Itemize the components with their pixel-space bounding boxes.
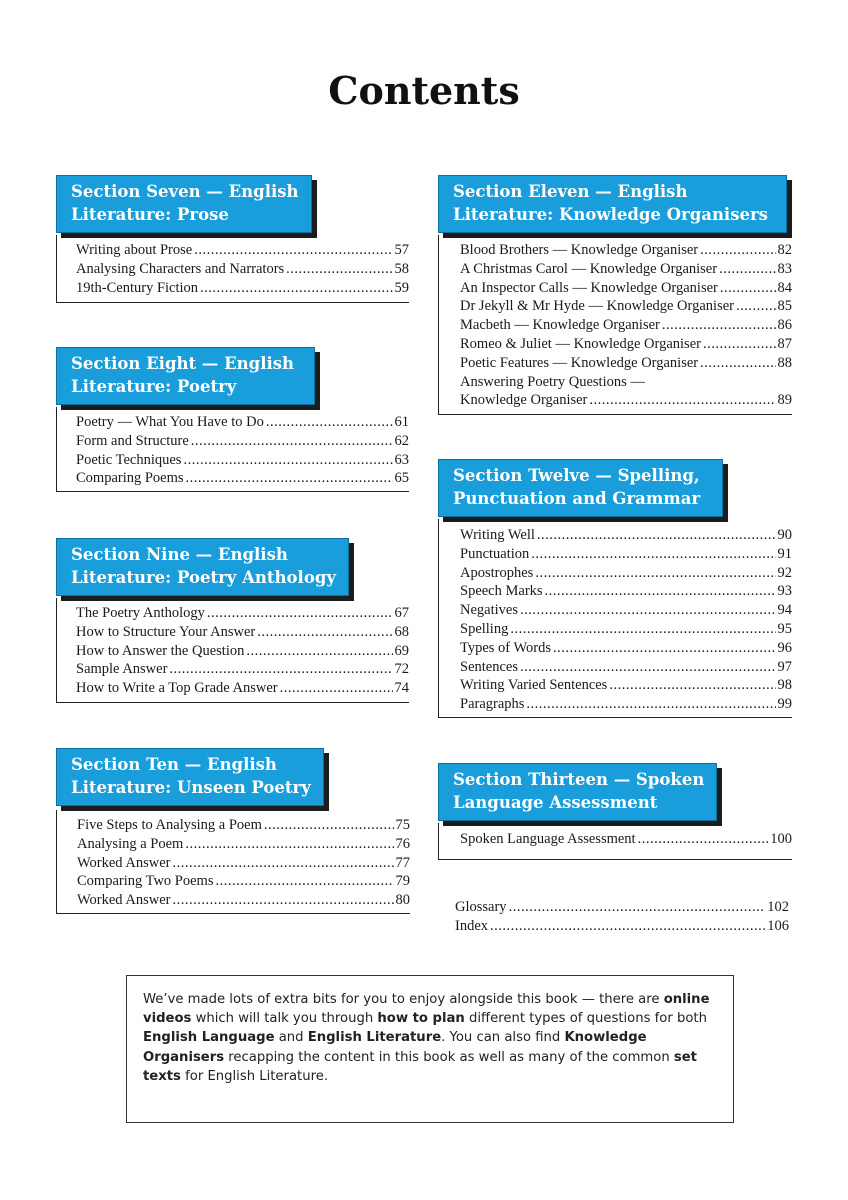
toc-entry[interactable]: Spoken Language Assessment ..... 100 xyxy=(460,830,792,849)
toc-entry[interactable]: An Inspector Calls — Knowledge Organiser ..... 84 xyxy=(460,279,792,298)
toc-entry[interactable]: Index ..... 106 xyxy=(455,917,789,936)
toc-entry[interactable]: Answering Poetry Questions — xyxy=(460,373,645,390)
toc-entry[interactable]: Five Steps to Analysing a Poem ..... 75 xyxy=(77,816,410,835)
section-header-line: Section Eight — English xyxy=(71,354,295,373)
toc-entry[interactable]: Comparing Poems ..... 65 xyxy=(76,469,409,488)
toc-entry[interactable]: Types of Words ..... 96 xyxy=(460,639,792,658)
toc-entry[interactable]: Poetic Techniques ..... 63 xyxy=(76,451,409,470)
toc-entry[interactable]: Analysing Characters and Narrators ..... 58 xyxy=(76,260,409,279)
section-eight xyxy=(56,347,315,405)
section-list xyxy=(438,519,792,718)
section-header xyxy=(56,748,324,806)
section-thirteen xyxy=(438,763,717,821)
toc-entry[interactable]: Spelling ..... 95 xyxy=(460,620,792,639)
toc-entry[interactable]: Macbeth — Knowledge Organiser ..... 86 xyxy=(460,316,792,335)
toc-entry[interactable]: Poetry — What You Have to Do ..... 61 xyxy=(76,413,409,432)
section-header-line: Literature: Poetry xyxy=(71,376,237,396)
section-header-line: Section Eleven — English xyxy=(453,182,688,201)
extras-note-box: We’ve made lots of extra bits for you to enjoy alongside this book — there are online videos which will talk you through how to plan different types of questions for both English Language and English Literature. You can also find Knowledge Organisers recapping the content in this book as well as many of the common set texts for English Literature. xyxy=(126,975,734,1123)
toc-entry[interactable]: Comparing Two Poems ..... 79 xyxy=(77,872,410,891)
toc-entry[interactable]: Romeo & Juliet — Knowledge Organiser ..... 87 xyxy=(460,335,792,354)
toc-entry[interactable]: A Christmas Carol — Knowledge Organiser ..... 83 xyxy=(460,260,792,279)
section-header xyxy=(438,763,717,821)
toc-entry[interactable]: How to Structure Your Answer ..... 68 xyxy=(76,623,409,642)
section-seven xyxy=(56,175,312,233)
section-nine xyxy=(56,538,349,596)
toc-entry[interactable]: Negatives ..... 94 xyxy=(460,601,792,620)
section-header-line: Literature: Unseen Poetry xyxy=(71,777,311,797)
section-list xyxy=(56,407,409,492)
toc-entry[interactable]: The Poetry Anthology ..... 67 xyxy=(76,604,409,623)
section-header-line: Literature: Poetry Anthology xyxy=(71,567,336,587)
toc-entry[interactable]: 19th-Century Fiction ..... 59 xyxy=(76,279,409,298)
section-header xyxy=(56,347,315,405)
section-header-line: Punctuation and Grammar xyxy=(453,488,701,508)
toc-entry[interactable]: How to Write a Top Grade Answer ..... 74 xyxy=(76,679,409,698)
toc-entry[interactable]: How to Answer the Question ..... 69 xyxy=(76,642,409,661)
toc-entry[interactable]: Dr Jekyll & Mr Hyde — Knowledge Organiser ..... 85 xyxy=(460,297,792,316)
section-header xyxy=(438,459,723,517)
section-list xyxy=(56,598,409,703)
toc-entry[interactable]: Worked Answer ..... 80 xyxy=(77,891,410,910)
toc-entry[interactable]: Writing about Prose ..... 57 xyxy=(76,241,409,260)
toc-entry[interactable]: Form and Structure ..... 62 xyxy=(76,432,409,451)
section-header-line: Section Nine — English xyxy=(71,545,288,564)
toc-entry[interactable]: Blood Brothers — Knowledge Organiser ..... 82 xyxy=(460,241,792,260)
section-header-line: Section Twelve — Spelling, xyxy=(453,466,700,485)
section-header-line: Section Seven — English xyxy=(71,182,299,201)
section-header-line: Literature: Knowledge Organisers xyxy=(453,204,768,224)
section-list xyxy=(56,810,410,914)
section-header xyxy=(56,175,312,233)
section-header-line: Literature: Prose xyxy=(71,204,229,224)
toc-entry[interactable]: Glossary ..... 102 xyxy=(455,898,789,917)
toc-entry[interactable]: Sentences ..... 97 xyxy=(460,658,792,677)
section-ten xyxy=(56,748,324,806)
section-list xyxy=(56,235,409,303)
toc-entry[interactable]: Punctuation ..... 91 xyxy=(460,545,792,564)
section-header-line: Section Thirteen — Spoken xyxy=(453,770,705,789)
section-list xyxy=(438,823,792,860)
toc-entry[interactable]: Writing Well ..... 90 xyxy=(460,526,792,545)
section-header xyxy=(438,175,787,233)
section-header xyxy=(56,538,349,596)
toc-entry[interactable]: Writing Varied Sentences ..... 98 xyxy=(460,676,792,695)
toc-entry[interactable]: Knowledge Organiser ..... 89 xyxy=(460,391,792,410)
section-eleven xyxy=(438,175,787,233)
page-title: Contents xyxy=(328,68,520,113)
toc-entry[interactable]: Analysing a Poem ..... 76 xyxy=(77,835,410,854)
toc-entry[interactable]: Apostrophes ..... 92 xyxy=(460,564,792,583)
section-header-line: Section Ten — English xyxy=(71,755,277,774)
toc-entry[interactable]: Worked Answer ..... 77 xyxy=(77,854,410,873)
toc-entry[interactable]: Paragraphs ..... 99 xyxy=(460,695,792,714)
section-twelve xyxy=(438,459,723,517)
section-list xyxy=(438,235,792,415)
toc-entry[interactable]: Sample Answer ..... 72 xyxy=(76,660,409,679)
back-matter-list xyxy=(455,898,789,936)
toc-entry[interactable]: Poetic Features — Knowledge Organiser ..... 88 xyxy=(460,354,792,373)
section-header-line: Language Assessment xyxy=(453,792,658,812)
toc-entry[interactable]: Speech Marks ..... 93 xyxy=(460,582,792,601)
